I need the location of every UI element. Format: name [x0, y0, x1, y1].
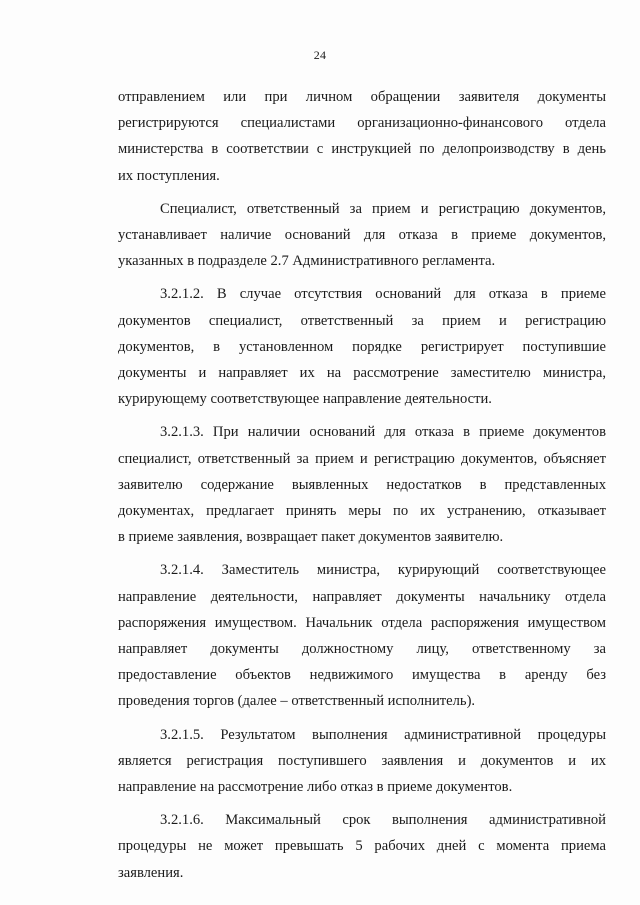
text-line: 3.2.1.2. В случае отсутствия оснований для отказа в приеме [160, 286, 606, 303]
text-line: направление деятельности, направляет документы начальнику отдела [118, 588, 606, 605]
paragraph-3-2-1-5 [118, 722, 606, 801]
text-line: заявления. [118, 864, 184, 881]
page-number: 24 [313, 48, 327, 62]
text-line: курирующему соответствующее направление деятельности. [118, 391, 492, 408]
paragraph-continuation [118, 84, 606, 189]
text-line: отправлением или при личном обращении заявителя документы [118, 89, 606, 105]
text-line: является регистрация поступившего заявления и документов и их [118, 752, 606, 769]
text-line: процедуры не может превышать 5 рабочих дней с момента приема [118, 838, 606, 855]
text-line: направляет документы должностному лицу, ответственному за [118, 641, 606, 658]
paragraph-3-2-1-4 [118, 557, 606, 714]
text-line: министерства в соответствии с инструкцией по делопроизводству в день [118, 141, 606, 158]
text-line: распоряжения имуществом. Начальник отдела распоряжения имуществом [118, 614, 606, 631]
text-line: документах, предлагает принять меры по их устранению, отказывает [118, 503, 606, 520]
text-line: специалист, ответственный за прием и регистрацию документов, объясняет [118, 450, 606, 467]
text-line: 3.2.1.3. При наличии оснований для отказа в приеме документов [160, 424, 606, 441]
paragraph-3-2-1-6 [118, 807, 606, 886]
text-line: предоставление объектов недвижимого имущества в аренду без [118, 667, 606, 684]
text-line: 3.2.1.6. Максимальный срок выполнения административной [160, 812, 606, 829]
text-line: Специалист, ответственный за прием и регистрацию документов, [160, 200, 606, 217]
paragraph-3-2-1-2 [118, 281, 606, 412]
text-line: регистрируются специалистами организационно-финансового отдела [118, 115, 606, 132]
text-line: заявителю содержание выявленных недостатков в представленных [118, 476, 606, 493]
text-line: указанных в подразделе 2.7 Административного регламента. [118, 253, 496, 270]
text-line: документов специалист, ответственный за прием и регистрацию [118, 312, 606, 329]
text-line: документов, в установленном порядке регистрирует поступившие [118, 338, 606, 355]
text-line: в приеме заявления, возвращает пакет документов заявителю. [118, 529, 504, 546]
document-body [118, 84, 606, 893]
paragraph-specialist [118, 196, 606, 275]
text-line: документы и направляет их на рассмотрение заместителю министра, [118, 365, 606, 382]
text-line: проведения торгов (далее – ответственный исполнитель). [118, 693, 476, 710]
text-line: 3.2.1.5. Результатом выполнения административной процедуры [160, 726, 606, 743]
paragraph-3-2-1-3 [118, 419, 606, 550]
text-line: их поступления. [118, 167, 220, 184]
text-line: направление на рассмотрение либо отказ в приеме документов. [118, 779, 513, 796]
text-line: устанавливает наличие оснований для отказа в приеме документов, [118, 227, 606, 244]
text-line: 3.2.1.4. Заместитель министра, курирующий соответствующее [160, 562, 606, 579]
